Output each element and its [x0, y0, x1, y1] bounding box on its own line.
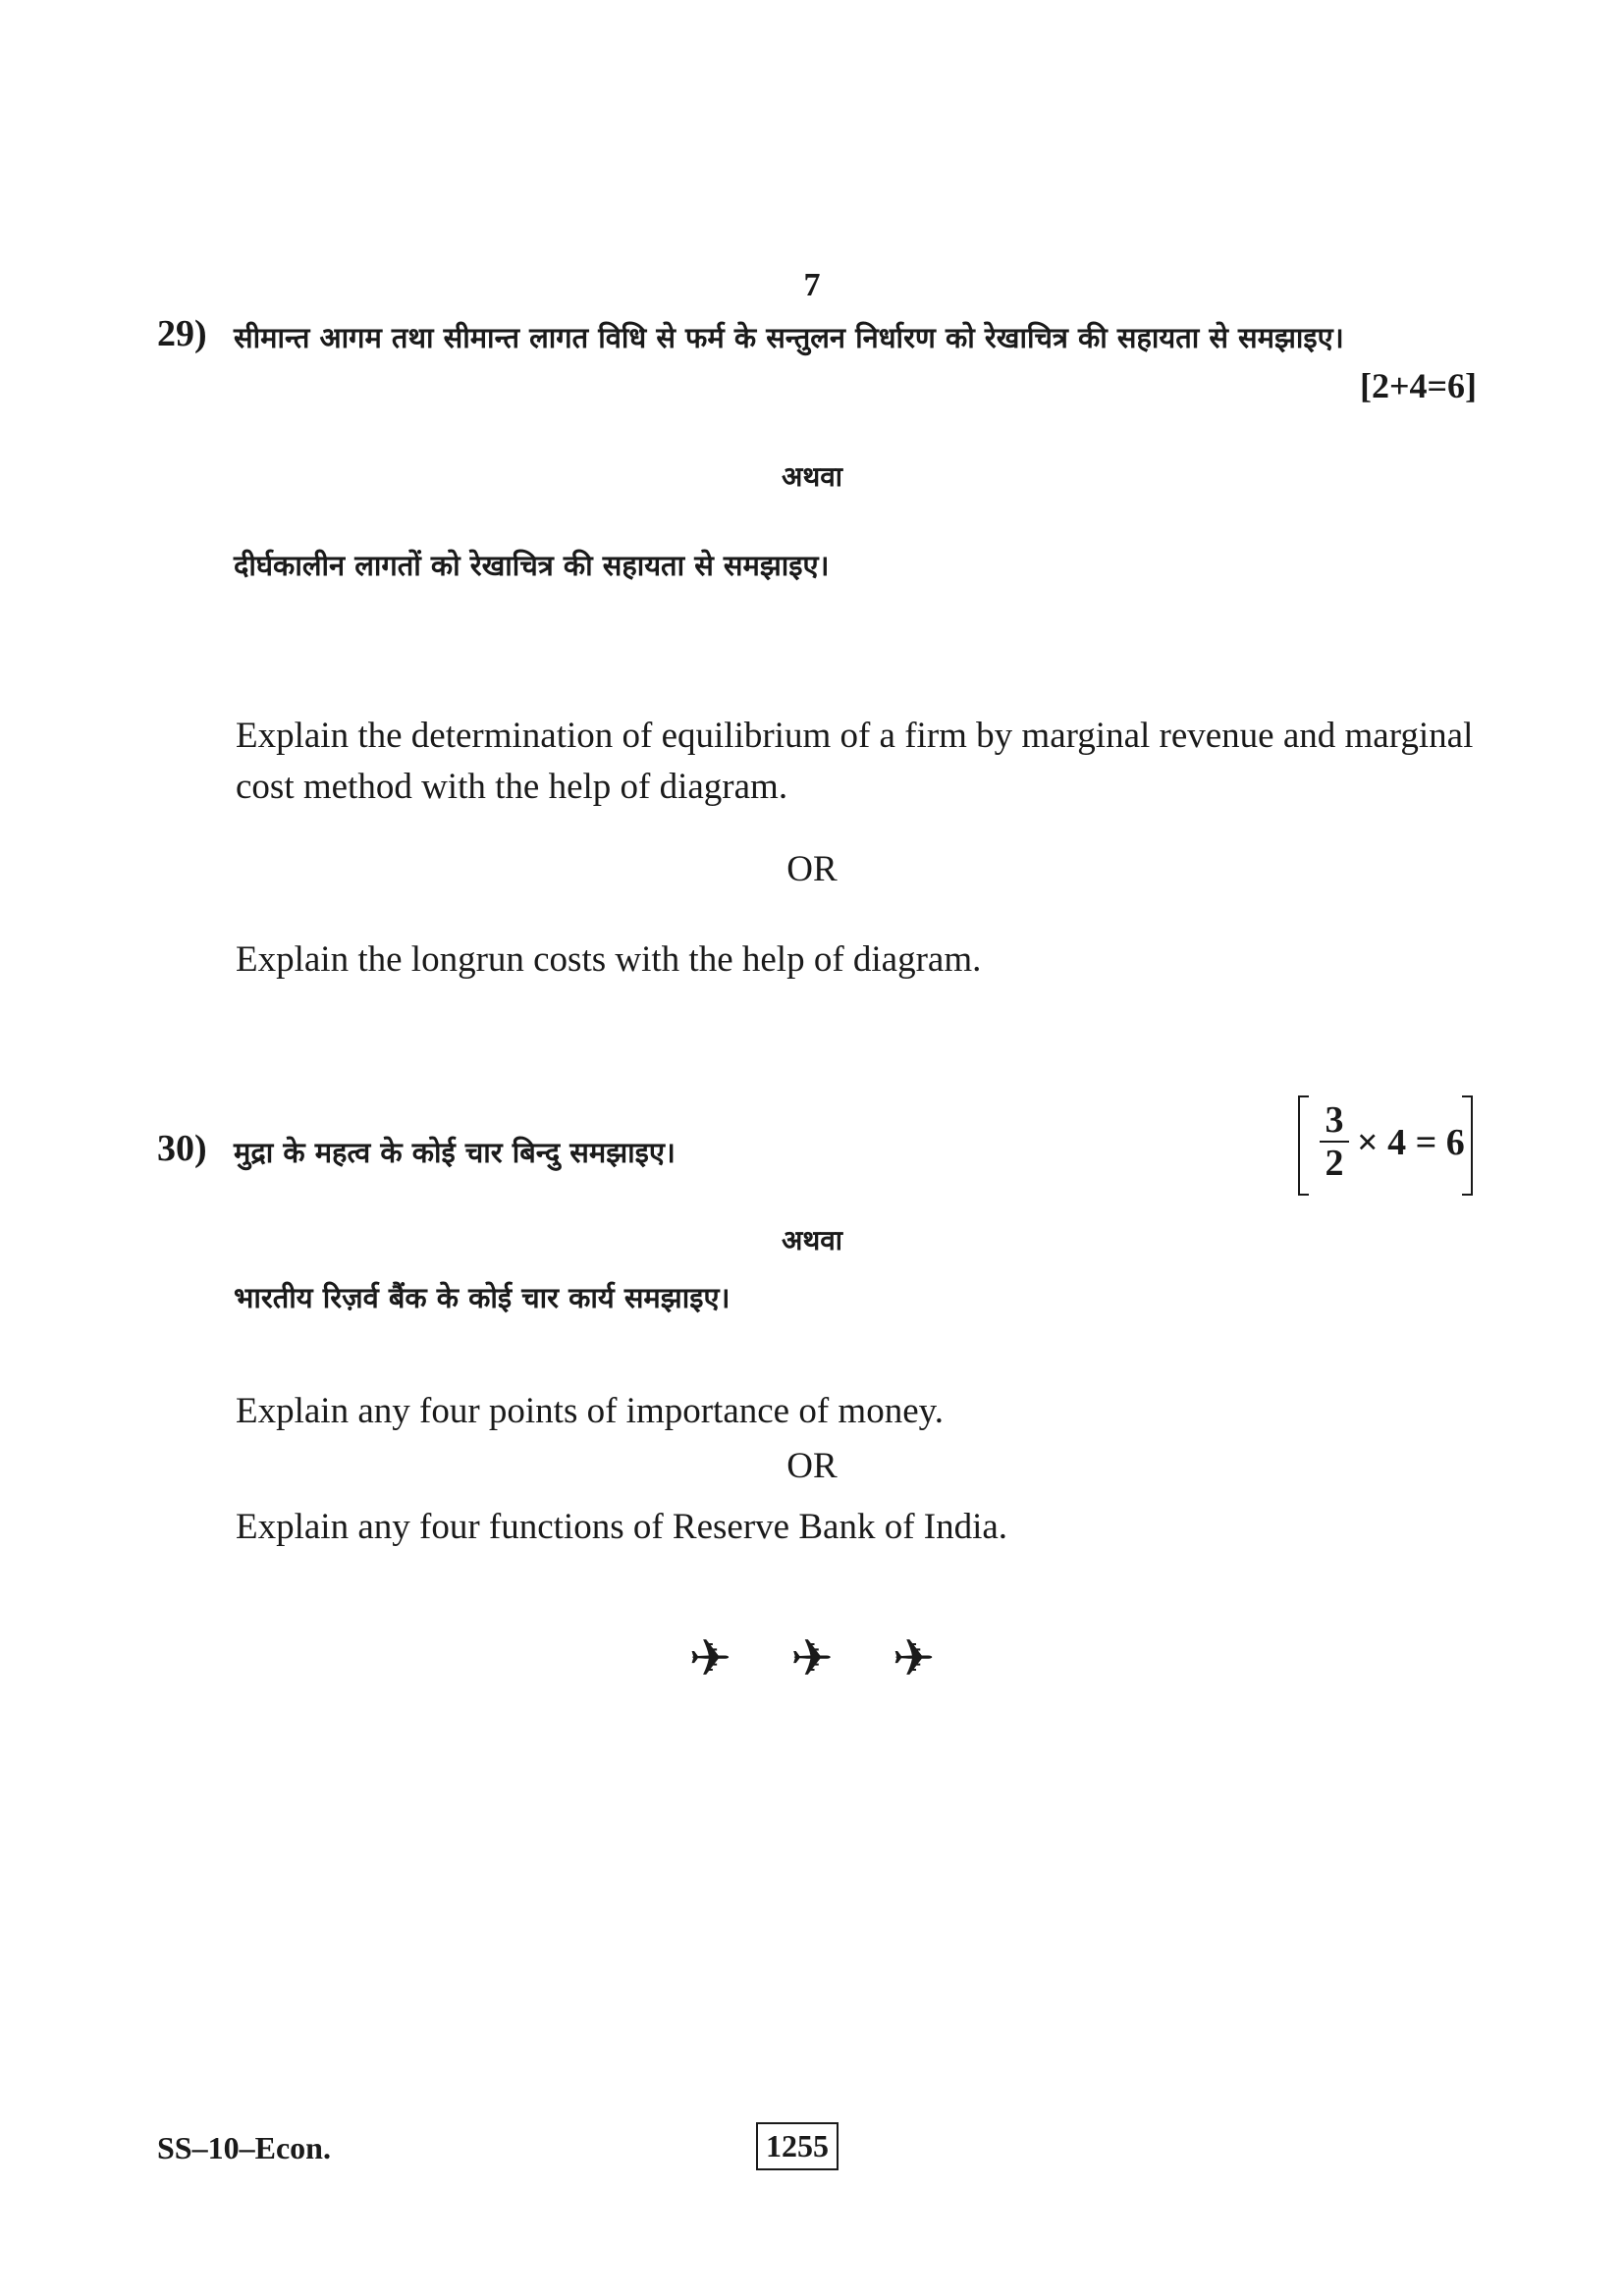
end-of-paper-symbols	[0, 1629, 1624, 1688]
question-29-english-alternative: Explain the longrun costs with the help of diagram.	[236, 939, 982, 980]
question-29-english	[236, 711, 1483, 813]
marks-fraction	[1320, 1099, 1349, 1184]
question-30-number: 30)	[157, 1128, 207, 1169]
question-29-hindi-or: अथवा	[781, 460, 843, 493]
question-29-hindi: सीमान्त आगम तथा सीमान्त लागत विधि से फर्म के सन्तुलन निर्धारण को रेखाचित्र की सहायता से समझाइए।	[234, 321, 1344, 354]
question-29-english-or: OR	[786, 849, 838, 889]
question-30-hindi: मुद्रा के महत्व के कोई चार बिन्दु समझाइए।	[234, 1136, 676, 1169]
paper-code: SS–10–Econ.	[157, 2130, 331, 2165]
marks-denominator: 2	[1325, 1143, 1344, 1184]
marks-expression: × 4 = 6	[1357, 1122, 1465, 1163]
question-29-number: 29)	[157, 313, 207, 354]
question-30-marks	[1298, 1095, 1473, 1194]
airplane-icon: ✈	[688, 1629, 732, 1688]
question-30-hindi-alternative: भारतीय रिज़र्व बैंक के कोई चार कार्य समझाइए।	[234, 1281, 731, 1314]
question-29-hindi-alternative: दीर्घकालीन लागतों को रेखाचित्र की सहायता से समझाइए।	[234, 549, 830, 582]
question-30-english-or: OR	[786, 1446, 838, 1486]
question-30-hindi-or: अथवा	[781, 1224, 843, 1256]
question-29-english-line1: Explain the determination of equilibrium of a firm by marginal revenue and marginal	[236, 716, 1474, 756]
question-30-english-alternative: Explain any four functions of Reserve Bank of India.	[236, 1507, 1008, 1547]
airplane-icon: ✈	[790, 1629, 834, 1688]
question-29-marks: [2+4=6]	[1359, 366, 1477, 405]
left-bracket	[1298, 1095, 1309, 1196]
code-number-box: 1255	[756, 2122, 839, 2170]
question-30-english: Explain any four points of importance of money.	[236, 1391, 944, 1431]
marks-numerator: 3	[1320, 1099, 1349, 1143]
airplane-icon: ✈	[892, 1629, 936, 1688]
question-29-english-line2: cost method with the help of diagram.	[236, 767, 788, 807]
page-number: 7	[803, 267, 821, 303]
right-bracket	[1462, 1095, 1473, 1196]
